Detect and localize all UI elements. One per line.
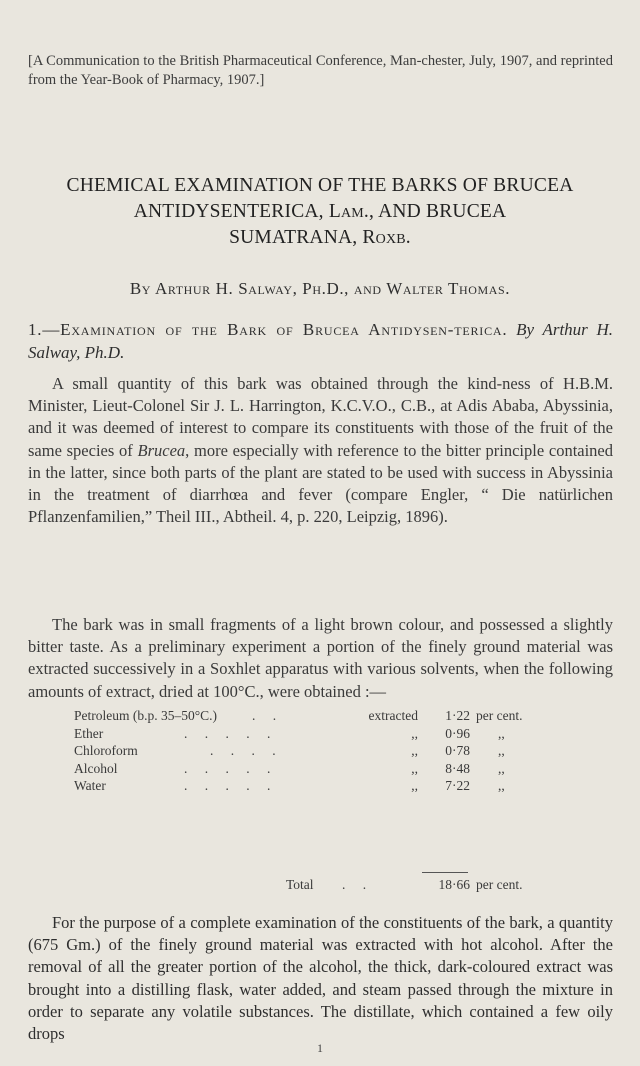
unit-label: ,, (498, 725, 505, 741)
table-row (74, 707, 544, 725)
table-row (74, 725, 544, 743)
solvent-name: Petroleum (b.p. 35–50°C.) (74, 708, 218, 723)
table-row (74, 742, 544, 760)
total-value: 18·66 (438, 877, 470, 892)
title-line-1: CHEMICAL EXAMINATION OF THE BARKS OF BRUCEA (66, 175, 574, 196)
extract-table (74, 707, 544, 795)
extracted-label: ,, (411, 743, 418, 758)
solvent-name: Water (74, 778, 106, 793)
solvent-name: Chloroform (74, 743, 138, 758)
extract-value: 8·48 (445, 760, 470, 776)
paragraph-intro-text-a: A small quantity of this bark was obtained through the kind-ness of H.B.M. Minister, Lieut-Colonel Sir J. L. Harrington, K.C.V.O., C.B., at Adis Ababa, Abyssinia, and it was deemed of interest to compare its constituents with those of the fruit of the same species of (28, 374, 613, 460)
table-total-row (74, 876, 544, 894)
total-rule (422, 872, 468, 873)
table-row (74, 777, 544, 795)
extracted-label: ,, (411, 760, 418, 776)
authors-line: By Arthur H. Salway, Ph.D., and Walter Thomas. (129, 279, 511, 298)
publication-note: [A Communication to the British Pharmaceutical Conference, Man-chester, July, 1907, and reprinted from the Year-Book of Pharmacy, 1907.] (28, 53, 613, 88)
paragraph-alcohol-extraction: For the purpose of a complete examination of the constituents of the bark, a quantity (675 Gm.) of the finely ground material was extracted with hot alcohol. After the removal of all the greater portion of the alcohol, the thick, dark-coloured extract was brought into a distilling flask, water added, and steam passed through the mixture in order to separate any volatile substances. The distillate, which contained a few oily drops (28, 913, 613, 1044)
extracted-label: ,, (411, 725, 418, 741)
unit-label: ,, (498, 778, 505, 793)
title-line-2 (20, 199, 620, 225)
total-unit: per cent. (476, 877, 523, 892)
section-byline: By Arthur H. Salway, Ph.D. (28, 320, 613, 362)
article-title (20, 173, 620, 251)
solvent-name: Alcohol (74, 760, 118, 776)
extracted-label: ,, (411, 778, 418, 793)
unit-label: ,, (498, 760, 505, 776)
leader-dots: . . . . (210, 743, 283, 758)
leader-dots: . . . . . (184, 760, 278, 776)
page-number: 1 (317, 1041, 323, 1055)
extract-value: 1·22 (445, 708, 470, 723)
extract-value: 0·96 (445, 725, 470, 741)
table-row (74, 760, 544, 778)
unit-label: ,, (498, 743, 505, 758)
leader-dots: . . (252, 708, 284, 723)
solvent-name: Ether (74, 725, 104, 741)
extracted-label: extracted (368, 708, 418, 723)
leader-dots: . . (342, 877, 374, 892)
section-heading (28, 318, 613, 364)
leader-dots: . . . . . (184, 725, 278, 741)
section-label: 1.—Examination of the Bark of Brucea Antidysen-terica. (28, 320, 508, 339)
extract-value: 0·78 (445, 743, 470, 758)
leader-dots: . . . . . (184, 778, 278, 793)
total-label: Total (286, 877, 314, 892)
extract-value: 7·22 (445, 778, 470, 793)
title-authority-roxb: Roxb. (362, 227, 411, 248)
title-line-2-rest: , AND BRUCEA (369, 201, 507, 222)
genus-name: Brucea (137, 440, 186, 460)
title-line-3 (20, 225, 620, 251)
paragraph-bark-description: The bark was in small fragments of a light brown colour, and possessed a slightly bitter taste. As a preliminary experiment a portion of the finely ground material was extracted successively in a Soxhlet apparatus with various solvents, when the following amounts of extract, dried at 100°C., were obtained :— (28, 615, 613, 701)
unit-label: per cent. (476, 708, 523, 723)
title-line-2-text: ANTIDYSENTERICA, (133, 201, 324, 222)
title-line-3-text: SUMATRANA, (229, 227, 358, 248)
paragraph-intro-text-b: , more especially with reference to the bitter principle contained in the latter, since both parts of the plant are stated to be used with success in Abyssinia in the treatment of diarrhœa and fever (compare Engler, “ Die natürlichen Pflanzenfamilien,” Theil III., Abtheil. 4, p. 220, Leipzig, 1896). (28, 440, 614, 527)
paragraph-intro (28, 373, 613, 528)
title-authority-lam: Lam. (328, 201, 369, 222)
